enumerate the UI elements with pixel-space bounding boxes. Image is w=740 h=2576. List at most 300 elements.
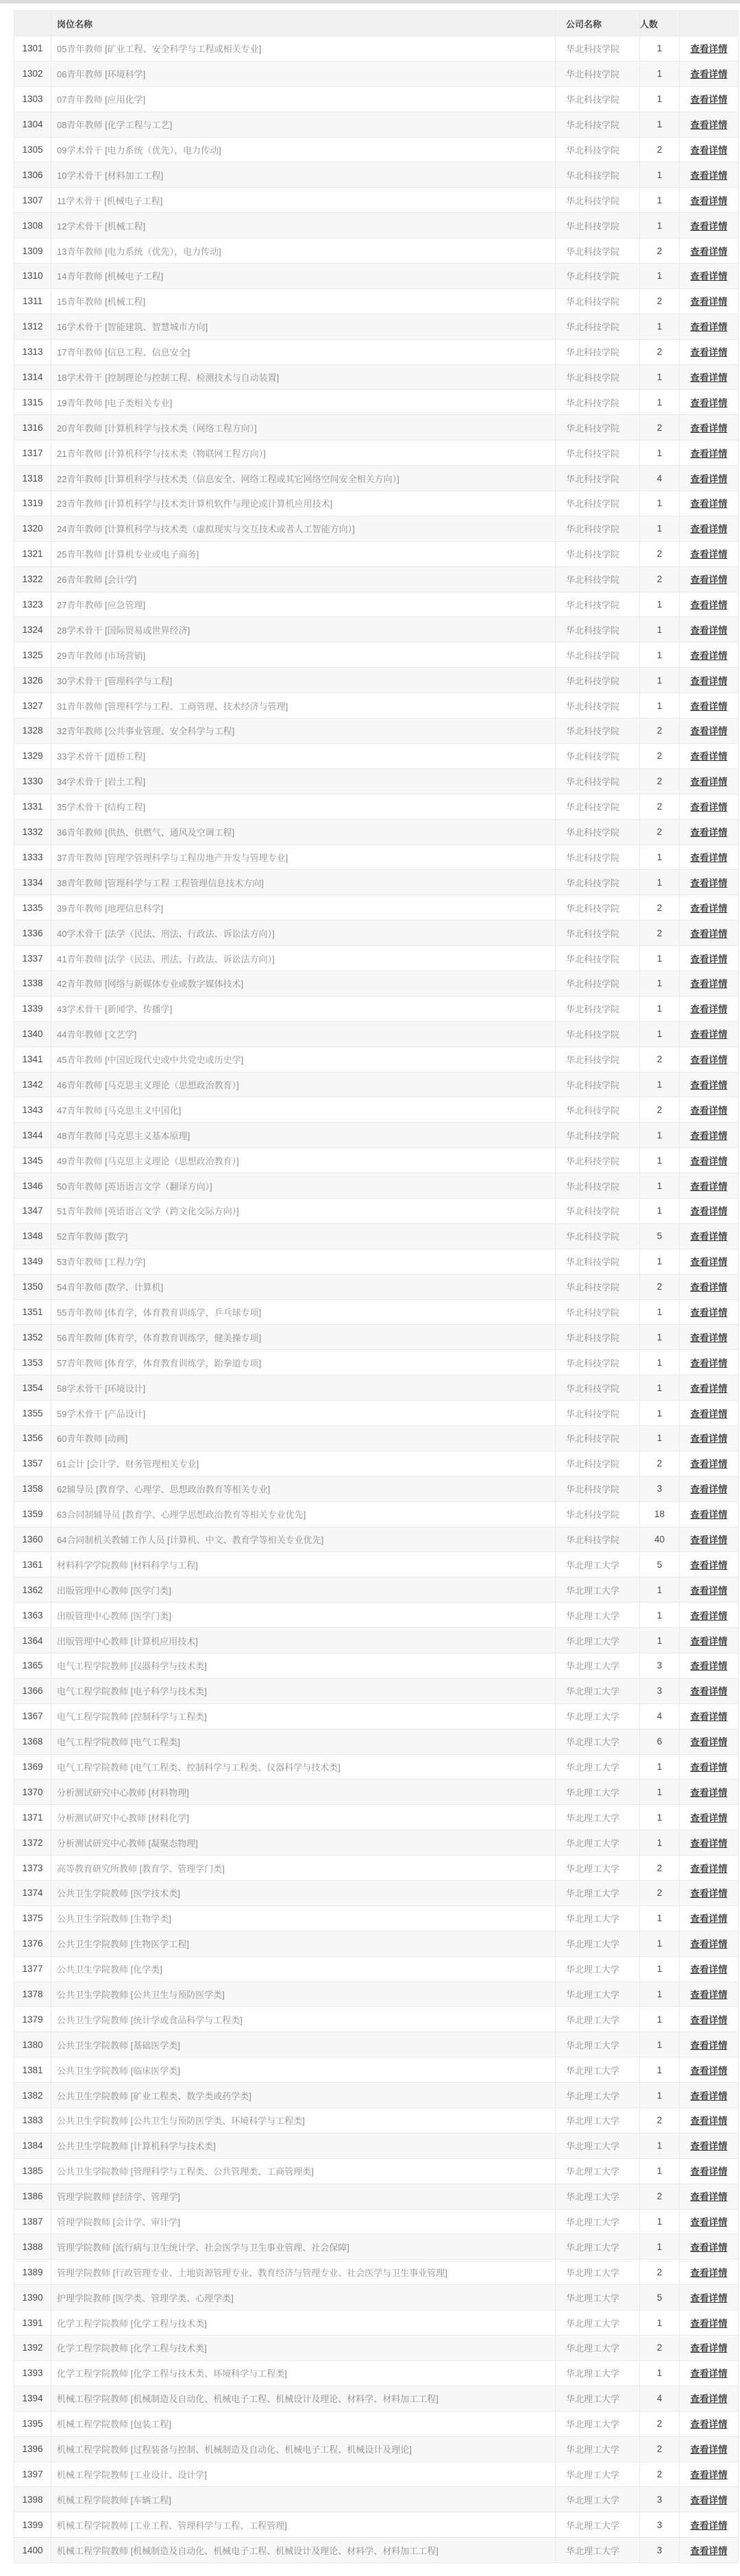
action-cell <box>680 1325 739 1350</box>
row-id: 1308 <box>14 213 51 238</box>
view-details-link[interactable]: 查看详情 <box>690 1484 728 1495</box>
table-row <box>14 314 739 339</box>
row-id: 1315 <box>14 390 51 415</box>
row-id: 1311 <box>14 288 51 314</box>
view-details-link[interactable]: 查看详情 <box>690 2292 728 2303</box>
company-name: 华北理工大学 <box>556 2386 640 2411</box>
view-details-link[interactable]: 查看详情 <box>690 1812 728 1823</box>
headcount-value: 1 <box>640 1198 680 1223</box>
view-details-link[interactable]: 查看详情 <box>690 979 728 990</box>
view-details-link[interactable]: 查看详情 <box>690 2419 728 2430</box>
position-name: 12学术骨干 [机械工程] <box>51 213 556 238</box>
table-row <box>14 1830 739 1855</box>
company-name: 华北科技学院 <box>556 1097 640 1123</box>
view-details-link[interactable]: 查看详情 <box>690 2217 728 2228</box>
view-details-link[interactable]: 查看详情 <box>690 2040 728 2051</box>
headcount-value: 2 <box>640 2184 680 2209</box>
company-name: 华北科技学院 <box>556 1148 640 1173</box>
view-details-link[interactable]: 查看详情 <box>690 1004 728 1015</box>
table-row <box>14 1881 739 1906</box>
headcount-value: 1 <box>640 213 680 238</box>
view-details-link[interactable]: 查看详情 <box>690 397 728 408</box>
view-details-link[interactable]: 查看详情 <box>690 1510 728 1521</box>
view-details-link[interactable]: 查看详情 <box>690 1434 728 1445</box>
action-cell <box>680 2538 739 2563</box>
table-row <box>14 264 739 289</box>
action-cell <box>680 768 739 794</box>
action-cell <box>680 1830 739 1855</box>
row-id: 1305 <box>14 137 51 162</box>
table-row <box>14 1577 739 1603</box>
view-details-link[interactable]: 查看详情 <box>690 1914 728 1925</box>
row-id: 1390 <box>14 2285 51 2310</box>
company-name: 华北理工大学 <box>556 1956 640 1981</box>
headcount-value: 2 <box>640 1097 680 1123</box>
table-row <box>14 137 739 162</box>
view-details-link[interactable]: 查看详情 <box>690 347 728 358</box>
table-row <box>14 440 739 466</box>
view-details-link[interactable]: 查看详情 <box>690 1206 728 1217</box>
row-id: 1306 <box>14 162 51 188</box>
view-details-link[interactable]: 查看详情 <box>690 1939 728 1950</box>
action-cell <box>680 314 739 339</box>
job-positions-table <box>14 10 739 2563</box>
table-row <box>14 2512 739 2538</box>
position-name: 05青年教师 [矿业工程、安全科学与工程或相关专业] <box>51 36 556 62</box>
position-name: 公共卫生学院教师 [公共卫生与预防医学类] <box>51 1981 556 2007</box>
position-name: 15青年教师 [机械工程] <box>51 288 556 314</box>
view-details-link[interactable]: 查看详情 <box>690 877 728 888</box>
company-name: 华北科技学院 <box>556 364 640 390</box>
row-id: 1309 <box>14 238 51 264</box>
action-cell <box>680 162 739 188</box>
table-row <box>14 2487 739 2512</box>
row-id: 1377 <box>14 1956 51 1981</box>
headcount-value: 1 <box>640 2360 680 2386</box>
view-details-link[interactable]: 查看详情 <box>690 802 728 813</box>
view-details-link[interactable]: 查看详情 <box>690 1055 728 1066</box>
view-details-link[interactable]: 查看详情 <box>690 145 728 155</box>
position-name: 40学术骨干 [法学（民法、刑法、行政法、诉讼法方向）] <box>51 921 556 946</box>
view-details-link[interactable]: 查看详情 <box>690 2065 728 2076</box>
headcount-value: 2 <box>640 1274 680 1299</box>
view-details-link[interactable]: 查看详情 <box>690 1712 728 1723</box>
headcount-value: 3 <box>640 1476 680 1501</box>
position-name: 电气工程学院教师 [电气工程类] <box>51 1729 556 1754</box>
table-row <box>14 2032 739 2058</box>
view-details-link[interactable]: 查看详情 <box>690 2166 728 2177</box>
position-name: 电气工程学院教师 [仪器科学与技术类] <box>51 1653 556 1679</box>
row-id: 1370 <box>14 1779 51 1805</box>
view-details-link[interactable]: 查看详情 <box>690 903 728 914</box>
row-id: 1349 <box>14 1249 51 1274</box>
action-cell <box>680 1173 739 1199</box>
row-id: 1385 <box>14 2158 51 2184</box>
row-id: 1397 <box>14 2462 51 2487</box>
table-row <box>14 668 739 693</box>
company-name: 华北科技学院 <box>556 1425 640 1451</box>
row-id: 1379 <box>14 2007 51 2032</box>
row-id: 1324 <box>14 617 51 642</box>
view-details-link[interactable]: 查看详情 <box>690 726 728 737</box>
headcount-value: 2 <box>640 768 680 794</box>
view-details-link[interactable]: 查看详情 <box>690 2494 728 2505</box>
table-row <box>14 86 739 112</box>
headcount-value: 2 <box>640 743 680 768</box>
row-id: 1354 <box>14 1375 51 1401</box>
view-details-link[interactable]: 查看详情 <box>690 1130 728 1141</box>
view-details-link[interactable]: 查看详情 <box>690 1585 728 1596</box>
row-id: 1382 <box>14 2083 51 2108</box>
position-name: 23青年教师 [计算机科学与技术类计算机软件与理论或计算机应用技术] <box>51 491 556 516</box>
view-details-link[interactable]: 查看详情 <box>690 2520 728 2531</box>
action-cell <box>680 1047 739 1072</box>
headcount-value: 1 <box>640 36 680 62</box>
position-name: 公共卫生学院教师 [化学类] <box>51 1956 556 1981</box>
view-details-link[interactable]: 查看详情 <box>690 1105 728 1116</box>
row-id: 1395 <box>14 2411 51 2436</box>
company-name: 华北理工大学 <box>556 1830 640 1855</box>
company-name: 华北理工大学 <box>556 1754 640 1779</box>
view-details-link[interactable]: 查看详情 <box>690 953 728 964</box>
company-name: 华北科技学院 <box>556 440 640 466</box>
action-cell <box>680 617 739 642</box>
headcount-value: 1 <box>640 1603 680 1628</box>
view-details-link[interactable]: 查看详情 <box>690 777 728 788</box>
position-name: 58学术骨干 [环境设计] <box>51 1375 556 1401</box>
view-details-link[interactable]: 查看详情 <box>690 1155 728 1166</box>
view-details-link[interactable]: 查看详情 <box>690 1990 728 2001</box>
position-name: 21青年教师 [计算机科学与技术类（物联网工程方向）] <box>51 440 556 466</box>
view-details-link[interactable]: 查看详情 <box>690 524 728 535</box>
table-row <box>14 1021 739 1047</box>
table-row <box>14 2336 739 2361</box>
view-details-link[interactable]: 查看详情 <box>690 2242 728 2253</box>
company-name: 华北科技学院 <box>556 1249 640 1274</box>
view-details-link[interactable]: 查看详情 <box>690 297 728 308</box>
company-name: 华北科技学院 <box>556 1047 640 1072</box>
row-id: 1380 <box>14 2032 51 2058</box>
company-name: 华北科技学院 <box>556 743 640 768</box>
view-details-link[interactable]: 查看详情 <box>690 2545 728 2556</box>
action-cell <box>680 1097 739 1123</box>
action-cell <box>680 743 739 768</box>
row-id: 1314 <box>14 364 51 390</box>
row-id: 1361 <box>14 1552 51 1577</box>
headcount-value: 5 <box>640 1223 680 1249</box>
row-id: 1388 <box>14 2234 51 2260</box>
view-details-link[interactable]: 查看详情 <box>690 69 728 80</box>
position-name: 机械工程学院教师 [工业工程、管理科学与工程、工程管理] <box>51 2512 556 2538</box>
view-details-link[interactable]: 查看详情 <box>690 2141 728 2152</box>
view-details-link[interactable]: 查看详情 <box>690 1332 728 1343</box>
table-row <box>14 1501 739 1527</box>
action-cell <box>680 870 739 895</box>
company-name: 华北科技学院 <box>556 314 640 339</box>
action-cell <box>680 1754 739 1779</box>
view-details-link[interactable]: 查看详情 <box>690 2192 728 2203</box>
company-name: 华北科技学院 <box>556 339 640 364</box>
view-details-link[interactable]: 查看详情 <box>690 95 728 105</box>
view-details-link[interactable]: 查看详情 <box>690 2394 728 2405</box>
company-name: 华北理工大学 <box>556 2360 640 2386</box>
position-name: 分析测试研究中心教师 [材料化学] <box>51 1805 556 1830</box>
view-details-link[interactable]: 查看详情 <box>690 2267 728 2278</box>
view-details-link[interactable]: 查看详情 <box>690 625 728 636</box>
row-id: 1373 <box>14 1855 51 1881</box>
view-details-link[interactable]: 查看详情 <box>690 1964 728 1975</box>
view-details-link[interactable]: 查看详情 <box>690 1661 728 1672</box>
company-name: 华北科技学院 <box>556 1299 640 1325</box>
row-id: 1330 <box>14 768 51 794</box>
action-cell <box>680 2133 739 2158</box>
row-id: 1391 <box>14 2310 51 2336</box>
headcount-value: 2 <box>640 137 680 162</box>
headcount-value: 1 <box>640 996 680 1021</box>
view-details-link[interactable]: 查看详情 <box>690 1636 728 1647</box>
company-name: 华北理工大学 <box>556 2487 640 2512</box>
headcount-value: 1 <box>640 1805 680 1830</box>
action-cell <box>680 112 739 137</box>
company-name: 华北科技学院 <box>556 1123 640 1148</box>
table-row <box>14 1653 739 1679</box>
action-cell <box>680 971 739 996</box>
company-name: 华北科技学院 <box>556 1350 640 1375</box>
headcount-value: 1 <box>640 516 680 541</box>
headcount-value: 2 <box>640 2462 680 2487</box>
view-details-link[interactable]: 查看详情 <box>690 928 728 939</box>
headcount-value: 1 <box>640 1375 680 1401</box>
action-cell <box>680 794 739 819</box>
position-name: 公共卫生学院教师 [生物学类] <box>51 1905 556 1931</box>
view-details-link[interactable]: 查看详情 <box>690 195 728 206</box>
company-name: 华北科技学院 <box>556 845 640 870</box>
table-row <box>14 1855 739 1881</box>
position-name: 45青年教师 [中国近现代史或中共党史或历史学] <box>51 1047 556 1072</box>
table-row <box>14 1350 739 1375</box>
view-details-link[interactable]: 查看详情 <box>690 1686 728 1697</box>
view-details-link[interactable]: 查看详情 <box>690 170 728 181</box>
action-cell <box>680 996 739 1021</box>
action-cell <box>680 1451 739 1476</box>
view-details-link[interactable]: 查看详情 <box>690 2116 728 2127</box>
view-details-link[interactable]: 查看详情 <box>690 575 728 586</box>
view-details-link[interactable]: 查看详情 <box>690 2318 728 2329</box>
action-cell <box>680 415 739 440</box>
headcount-value: 1 <box>640 592 680 617</box>
action-cell <box>680 1805 739 1830</box>
view-details-link[interactable]: 查看详情 <box>690 2469 728 2480</box>
view-details-link[interactable]: 查看详情 <box>690 701 728 712</box>
headcount-value: 1 <box>640 1249 680 1274</box>
company-name: 华北理工大学 <box>556 2436 640 2462</box>
view-details-link[interactable]: 查看详情 <box>690 2014 728 2025</box>
company-name: 华北科技学院 <box>556 1451 640 1476</box>
company-name: 华北科技学院 <box>556 137 640 162</box>
position-name: 18学术骨干 [控制理论与控制工程、检测技术与自动装置] <box>51 364 556 390</box>
action-cell <box>680 2310 739 2336</box>
view-details-link[interactable]: 查看详情 <box>690 1358 728 1368</box>
row-id: 1336 <box>14 921 51 946</box>
view-details-link[interactable]: 查看详情 <box>690 373 728 384</box>
view-details-link[interactable]: 查看详情 <box>690 675 728 686</box>
headcount-value: 1 <box>640 2058 680 2083</box>
headcount-value: 1 <box>640 264 680 289</box>
view-details-link[interactable]: 查看详情 <box>690 1408 728 1419</box>
row-id: 1363 <box>14 1603 51 1628</box>
view-details-link[interactable]: 查看详情 <box>690 1307 728 1318</box>
row-id: 1360 <box>14 1527 51 1552</box>
position-name: 机械工程学院教师 [机械制造及自动化、机械电子工程、机械设计及理论、材料学、材料加工工程] <box>51 2386 556 2411</box>
company-name: 华北科技学院 <box>556 1401 640 1426</box>
view-details-link[interactable]: 查看详情 <box>690 1282 728 1293</box>
company-name: 华北科技学院 <box>556 693 640 718</box>
headcount-value: 40 <box>640 1527 680 1552</box>
headcount-value: 2 <box>640 921 680 946</box>
headcount-value: 2 <box>640 288 680 314</box>
position-name: 机械工程学院教师 [工业设计、设计学] <box>51 2462 556 2487</box>
view-details-link[interactable]: 查看详情 <box>690 1560 728 1571</box>
view-details-link[interactable]: 查看详情 <box>690 827 728 838</box>
row-id: 1316 <box>14 415 51 440</box>
view-details-link[interactable]: 查看详情 <box>690 1079 728 1090</box>
headcount-value: 2 <box>640 718 680 744</box>
action-cell <box>680 693 739 718</box>
company-name: 华北科技学院 <box>556 516 640 541</box>
action-cell <box>680 2158 739 2184</box>
table-row <box>14 2234 739 2260</box>
view-details-link[interactable]: 查看详情 <box>690 1838 728 1849</box>
position-name: 10学术骨干 [材料加工工程] <box>51 162 556 188</box>
row-id: 1312 <box>14 314 51 339</box>
view-details-link[interactable]: 查看详情 <box>690 1787 728 1798</box>
action-cell <box>680 516 739 541</box>
headcount-value: 3 <box>640 1653 680 1679</box>
table-row <box>14 1274 739 1299</box>
company-name: 华北科技学院 <box>556 1375 640 1401</box>
view-details-link[interactable]: 查看详情 <box>690 1888 728 1899</box>
view-details-link[interactable]: 查看详情 <box>690 2368 728 2379</box>
action-cell <box>680 1274 739 1299</box>
company-name: 华北理工大学 <box>556 1678 640 1703</box>
row-id: 1346 <box>14 1173 51 1199</box>
action-cell <box>680 213 739 238</box>
view-details-link[interactable]: 查看详情 <box>690 549 728 560</box>
view-details-link[interactable]: 查看详情 <box>690 120 728 131</box>
position-name: 09学术骨干 [电力系统（优先），电力传动] <box>51 137 556 162</box>
headcount-value: 1 <box>640 642 680 668</box>
headcount-value: 1 <box>640 61 680 86</box>
position-name: 35学术骨干 [结构工程] <box>51 794 556 819</box>
view-details-link[interactable]: 查看详情 <box>690 2090 728 2101</box>
view-details-link[interactable]: 查看详情 <box>690 423 728 434</box>
view-details-link[interactable]: 查看详情 <box>690 473 728 484</box>
table-row <box>14 1552 739 1577</box>
row-id: 1383 <box>14 2108 51 2134</box>
position-name: 30学术骨干 [管理科学与工程] <box>51 668 556 693</box>
row-id: 1355 <box>14 1401 51 1426</box>
table-row <box>14 870 739 895</box>
view-details-link[interactable]: 查看详情 <box>690 1762 728 1773</box>
company-name: 华北理工大学 <box>556 2234 640 2260</box>
view-details-link[interactable]: 查看详情 <box>690 1181 728 1192</box>
view-details-link[interactable]: 查看详情 <box>690 1459 728 1470</box>
action-cell <box>680 390 739 415</box>
table-row <box>14 718 739 744</box>
headcount-value: 2 <box>640 1047 680 1072</box>
row-id: 1371 <box>14 1805 51 1830</box>
table-row <box>14 2108 739 2134</box>
position-name: 出版管理中心教师 [计算机应用技术] <box>51 1628 556 1653</box>
company-name: 华北科技学院 <box>556 1527 640 1552</box>
view-details-link[interactable]: 查看详情 <box>690 499 728 510</box>
table-row <box>14 112 739 137</box>
company-name: 华北科技学院 <box>556 188 640 213</box>
row-id: 1318 <box>14 466 51 491</box>
company-name: 华北科技学院 <box>556 921 640 946</box>
view-details-link[interactable]: 查看详情 <box>690 448 728 459</box>
row-id: 1328 <box>14 718 51 744</box>
table-row <box>14 2411 739 2436</box>
view-details-link[interactable]: 查看详情 <box>690 1257 728 1268</box>
company-name: 华北理工大学 <box>556 2184 640 2209</box>
company-name: 华北科技学院 <box>556 566 640 592</box>
view-details-link[interactable]: 查看详情 <box>690 271 728 282</box>
headcount-value: 5 <box>640 1552 680 1577</box>
view-details-link[interactable]: 查看详情 <box>690 1610 728 1621</box>
view-details-link[interactable]: 查看详情 <box>690 1383 728 1394</box>
table-row <box>14 921 739 946</box>
action-cell <box>680 61 739 86</box>
headcount-value: 3 <box>640 2487 680 2512</box>
position-name: 分析测试研究中心教师 [材料物理] <box>51 1779 556 1805</box>
row-id: 1393 <box>14 2360 51 2386</box>
view-details-link[interactable]: 查看详情 <box>690 1863 728 1874</box>
view-details-link[interactable]: 查看详情 <box>690 2343 728 2354</box>
view-details-link[interactable]: 查看详情 <box>690 650 728 661</box>
row-id: 1303 <box>14 86 51 112</box>
view-details-link[interactable]: 查看详情 <box>690 246 728 257</box>
view-details-link[interactable]: 查看详情 <box>690 221 728 232</box>
company-name: 华北科技学院 <box>556 718 640 744</box>
table-row <box>14 2260 739 2285</box>
view-details-link[interactable]: 查看详情 <box>690 751 728 762</box>
view-details-link[interactable]: 查看详情 <box>690 44 728 55</box>
headcount-value: 2 <box>640 566 680 592</box>
position-name: 48青年教师 [马克思主义基本原理] <box>51 1123 556 1148</box>
action-cell <box>680 36 739 62</box>
position-name: 62辅导员 [教育学、心理学、思想政治教育等相关专业] <box>51 1476 556 1501</box>
action-cell <box>680 1956 739 1981</box>
view-details-link[interactable]: 查看详情 <box>690 852 728 863</box>
view-details-link[interactable]: 查看详情 <box>690 600 728 611</box>
view-details-link[interactable]: 查看详情 <box>690 322 728 333</box>
view-details-link[interactable]: 查看详情 <box>690 2444 728 2455</box>
view-details-link[interactable]: 查看详情 <box>690 1231 728 1242</box>
action-cell <box>680 2058 739 2083</box>
headcount-value: 1 <box>640 2234 680 2260</box>
company-name: 华北科技学院 <box>556 668 640 693</box>
headcount-value: 1 <box>640 1830 680 1855</box>
table-row <box>14 1956 739 1981</box>
headcount-value: 1 <box>640 1021 680 1047</box>
view-details-link[interactable]: 查看详情 <box>690 1029 728 1040</box>
headcount-value: 3 <box>640 2512 680 2538</box>
row-id: 1322 <box>14 566 51 592</box>
table-row <box>14 2184 739 2209</box>
view-details-link[interactable]: 查看详情 <box>690 1737 728 1748</box>
view-details-link[interactable]: 查看详情 <box>690 1534 728 1545</box>
